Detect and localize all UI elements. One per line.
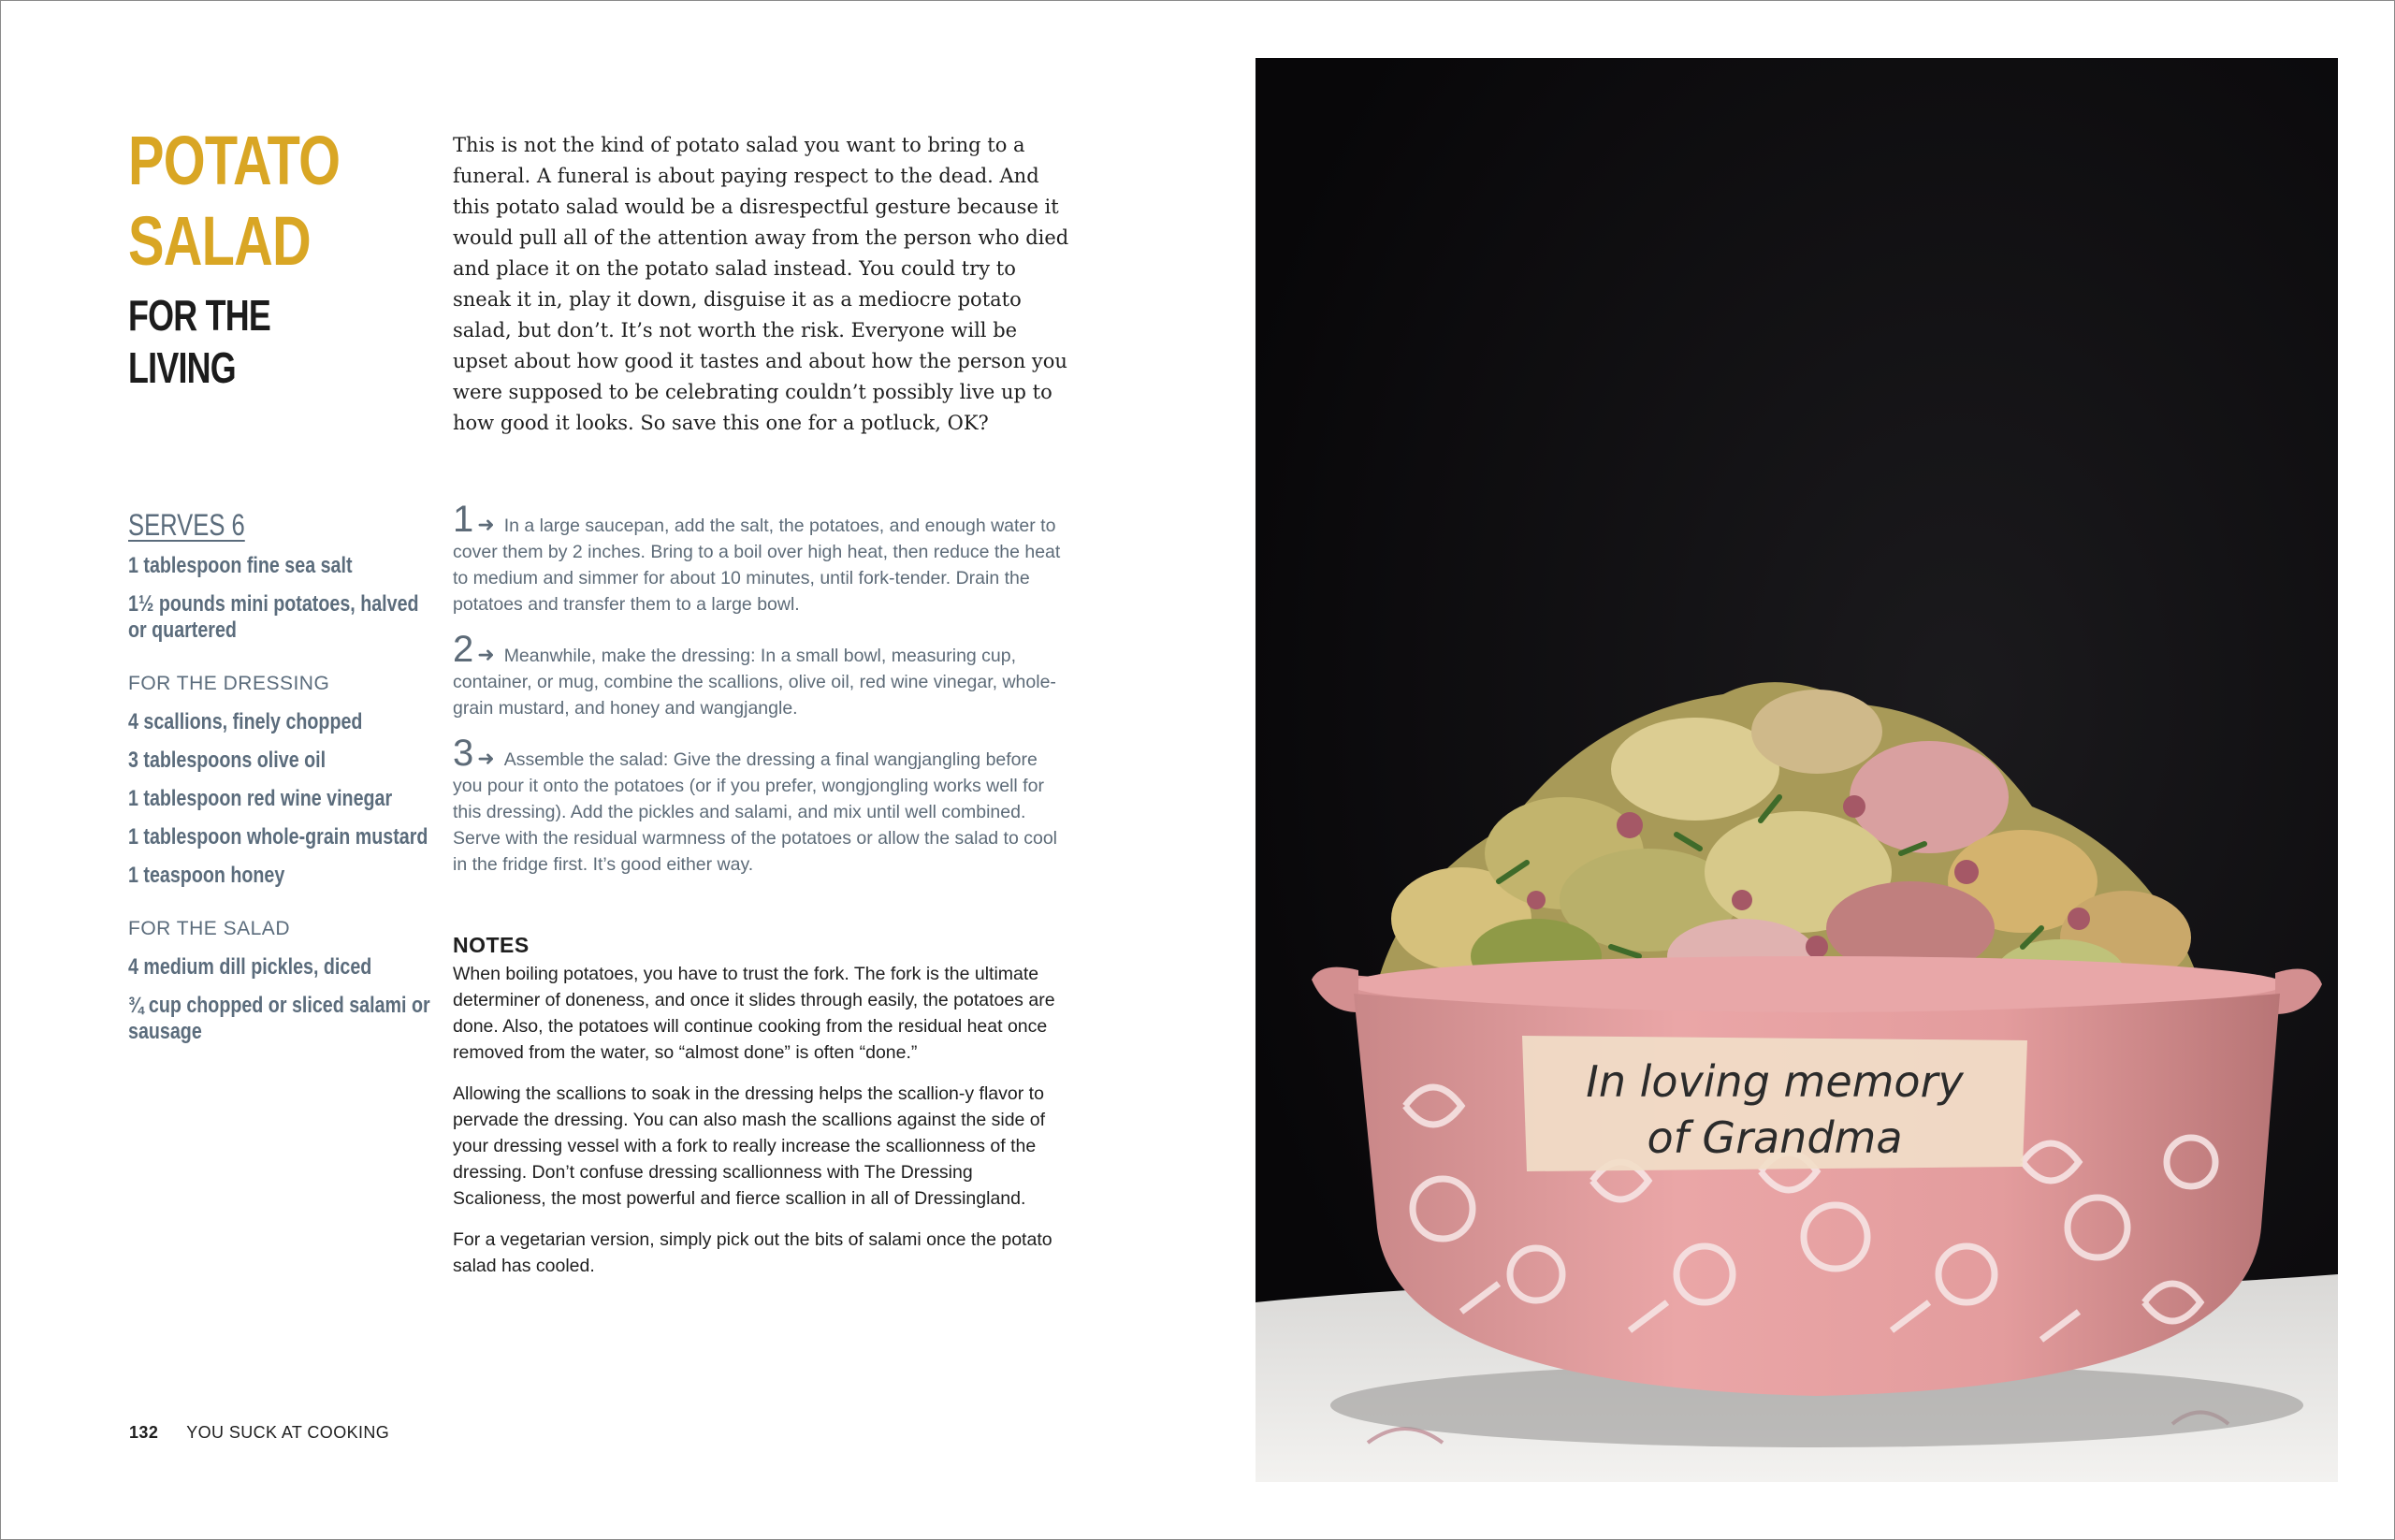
step-text: Meanwhile, make the dressing: In a small bowl, measuring cup, container, or mug, combine the scallions, olive oil, red wine vinegar, whole-grain mustard, and honey and wangjangle. — [453, 646, 1056, 719]
arrow-right-icon: ➜ — [477, 513, 495, 536]
note-paragraph: For a vegetarian version, simply pick out the bits of salami once the potato salad has cooled. — [453, 1229, 1052, 1276]
potato-salad-photo — [1256, 58, 2338, 1482]
page-number: 132 — [129, 1423, 159, 1442]
ingredients-list — [128, 506, 428, 1057]
ingredient-item: ¾ cup chopped or sliced salami or sausage — [128, 993, 430, 1044]
method-steps — [453, 499, 1070, 896]
subtitle-line-2: LIVING — [128, 343, 236, 392]
subtitle-line-1: FOR THE — [128, 291, 271, 340]
ingredient-item: 1 teaspoon honey — [128, 863, 285, 888]
ingredient-item: 1 tablespoon fine sea salt — [128, 553, 353, 578]
step-number: 1 — [453, 499, 474, 540]
arrow-right-icon: ➜ — [477, 747, 495, 770]
title-line-1: POTATO — [128, 122, 341, 199]
dressing-heading: FOR THE DRESSING — [128, 673, 330, 694]
recipe-title — [128, 121, 409, 394]
step-text: Assemble the salad: Give the dressing a final wangjangling before you pour it onto the potatoes (or if you prefer, wongjongling works well for this dressing). Add the pickles and salami, and mix until well combined. Serve with the residual warmness of the potatoes or allow the salad to cool in the fridge first. It’s good either way. — [453, 749, 1058, 875]
step-number: 3 — [453, 733, 474, 774]
ingredient-item: 1 tablespoon red wine vinegar — [128, 786, 393, 811]
title-line-2: SALAD — [128, 202, 311, 280]
ingredient-item: 1 tablespoon whole-grain mustard — [128, 824, 428, 850]
ingredient-item: 3 tablespoons olive oil — [128, 748, 327, 773]
page-footer — [129, 1423, 389, 1443]
recipe-intro: This is not the kind of potato salad you want to bring to a funeral. A funeral is about paying respect to the dead. And this potato salad would be a disrespectful gesture because it would pull all of the attention away from the person who died and place it on the potato salad instead. You could try to sneak it in, play it down, disguise it as a mediocre potato salad, but don’t. It’s not worth the risk. Everyone will be upset about how good it tastes and about how the person you were supposed to be celebrating couldn’t possibly live up to how good it looks. So save this one for a potluck, OK? — [453, 134, 1069, 434]
note-paragraph: Allowing the scallions to soak in the dressing helps the scallion-y flavor to pervade the dressing. You can also mash the scallions against the side of your dressing vessel with a fork to really increase the scallionness of the dressing. Don’t confuse dressing scallionness with The Dressing Scalioness, the most powerful and fierce scallion in all of Dressingland. — [453, 1083, 1046, 1209]
step-2 — [453, 629, 1070, 721]
ingredient-item: 1½ pounds mini potatoes, halved or quartered — [128, 591, 419, 643]
step-number: 2 — [453, 629, 474, 670]
pink-casserole-dish — [1312, 956, 2322, 1396]
arrow-right-icon: ➜ — [477, 643, 495, 666]
step-3 — [453, 733, 1070, 878]
note-paragraph: When boiling potatoes, you have to trust the fork. The fork is the ultimate determiner of doneness, and once it slides through easily, the potatoes are done. Also, the potatoes will continue cooking from the residual heat once removed from the water, so “almost done” is often “done.” — [453, 964, 1055, 1063]
step-text: In a large saucepan, add the salt, the potatoes, and enough water to cover them by 2 inches. Bring to a boil over high heat, then reduce the heat to medium and simmer for about 10 minutes, until fork-tender. Drain the potatoes and transfer them to a large bowl. — [453, 516, 1061, 615]
book-title: YOU SUCK AT COOKING — [186, 1423, 390, 1442]
ingredient-item: 4 scallions, finely chopped — [128, 709, 363, 734]
notes-heading: NOTES — [453, 933, 530, 957]
notes-section — [453, 931, 1070, 1294]
serves-heading: SERVES 6 — [128, 508, 245, 542]
photo-illustration — [1256, 58, 2338, 1482]
label-line-1: In loving memory — [1586, 1056, 1964, 1107]
label-line-2: of Grandma — [1647, 1112, 1903, 1163]
salad-heading: FOR THE SALAD — [128, 918, 290, 939]
ingredient-item: 4 medium dill pickles, diced — [128, 954, 372, 980]
step-1 — [453, 499, 1070, 617]
